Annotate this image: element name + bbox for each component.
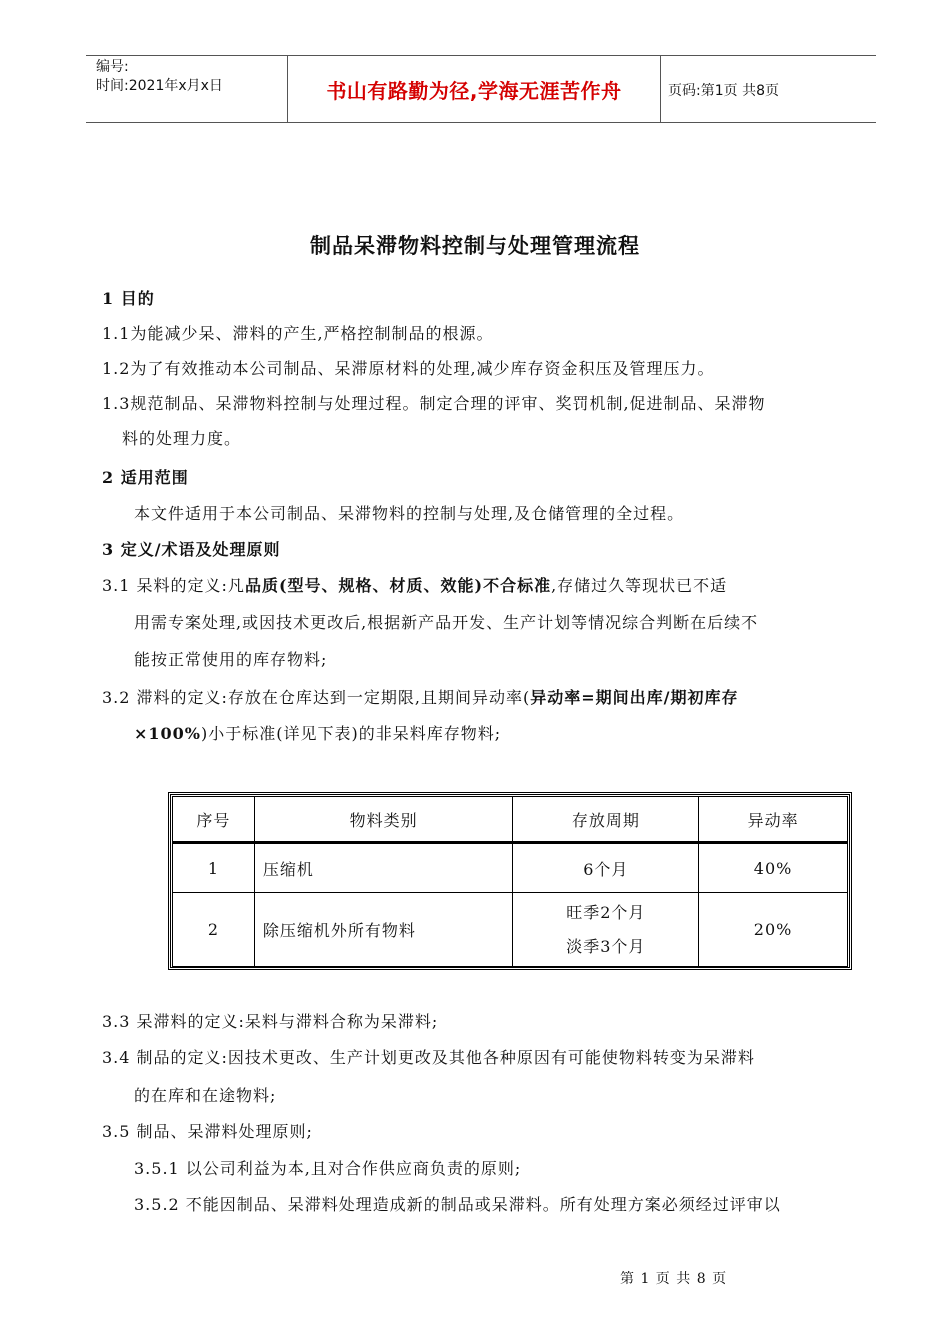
cell-category: 压缩机 [254, 843, 513, 893]
section-3-3: 3.3 呆滞料的定义:呆料与滞料合称为呆滞料; [102, 1012, 439, 1031]
doc-number-label: 编号: [96, 59, 129, 75]
s3-1-bold: 品质(型号、规格、材质、效能)不合标准 [244, 576, 552, 595]
cell-no: 1 [173, 843, 255, 893]
s3-2-suffix: )小于标准(详见下表)的非呆料库存物料; [201, 724, 502, 743]
section-3-1-line1 [102, 568, 727, 603]
section-1-2: 1.2为了有效推动本公司制品、呆滞原材料的处理,减少库存资金积压及管理压力。 [102, 359, 715, 378]
section-2-text: 本文件适用于本公司制品、呆滞物料的控制与处理,及仓储管理的全过程。 [134, 504, 685, 523]
s3-2-prefix: 3.2 滞料的定义:存放在仓库达到一定期限,且期间异动率( [102, 688, 531, 707]
retention-standard-table [172, 796, 848, 967]
cell-category: 除压缩机外所有物料 [254, 893, 513, 967]
header-meta [96, 58, 223, 96]
s3-1-prefix: 3.1 呆料的定义:凡 [102, 576, 245, 595]
section-3-heading: 3 定义/术语及处理原则 [102, 540, 281, 559]
section-1-1: 1.1为能减少呆、滞料的产生,严格控制制品的根源。 [102, 324, 494, 343]
cell-period [513, 893, 699, 967]
table-header-row [173, 797, 848, 843]
table-row [173, 893, 848, 967]
section-3-1-line3: 能按正常使用的库存物料; [134, 650, 328, 669]
section-1-heading: 1 目的 [102, 289, 155, 308]
section-3-4-line2: 的在库和在途物料; [134, 1086, 277, 1105]
header-divider-right [660, 56, 661, 122]
header-page-info: 页码:第1页 共8页 [668, 83, 779, 99]
table-row [173, 843, 848, 893]
section-1-3-line2: 料的处理力度。 [122, 429, 242, 448]
s3-2-formula: 异动率=期间出库/期初库存 [530, 688, 739, 707]
period-peak: 旺季2个月 [566, 902, 646, 922]
col-header-no: 序号 [173, 797, 255, 843]
doc-time-label: 时间:2021年x月x日 [96, 78, 223, 94]
col-header-rate: 异动率 [699, 797, 848, 843]
section-1-3-line1: 1.3规范制品、呆滞物料控制与处理过程。制定合理的评审、奖罚机制,促进制品、呆滞物 [102, 394, 766, 413]
s3-1-suffix: ,存储过久等现状已不适 [551, 576, 728, 595]
header-motto: 书山有路勤为径,学海无涯苦作舟 [326, 78, 622, 103]
col-header-period: 存放周期 [513, 797, 699, 843]
cell-rate: 20% [699, 893, 848, 967]
document-title: 制品呆滞物料控制与处理管理流程 [310, 233, 640, 258]
section-2-heading: 2 适用范围 [102, 468, 189, 487]
section-3-1-line2: 用需专案处理,或因技术更改后,根据新产品开发、生产计划等情况综合判断在后续不 [134, 613, 759, 632]
section-3-5: 3.5 制品、呆滞料处理原则; [102, 1122, 313, 1141]
section-3-5-2: 3.5.2 不能因制品、呆滞料处理造成新的制品或呆滞料。所有处理方案必须经过评审以 [134, 1195, 781, 1214]
section-3-2-line2 [134, 716, 501, 751]
section-3-4-line1: 3.4 制品的定义:因技术更改、生产计划更改及其他各种原因有可能使物料转变为呆滞料 [102, 1048, 755, 1067]
s3-2-formula-end: ×100% [134, 724, 202, 743]
header-bottom-rule [86, 122, 876, 123]
section-3-5-1: 3.5.1 以公司利益为本,且对合作供应商负责的原则; [134, 1159, 522, 1178]
section-3-2-line1 [102, 680, 739, 715]
col-header-category: 物料类别 [254, 797, 513, 843]
period-offpeak: 淡季3个月 [566, 936, 646, 956]
footer-page-number: 第 1 页 共 8 页 [620, 1271, 728, 1287]
cell-no: 2 [173, 893, 255, 967]
cell-rate: 40% [699, 843, 848, 893]
cell-period: 6个月 [513, 843, 699, 893]
